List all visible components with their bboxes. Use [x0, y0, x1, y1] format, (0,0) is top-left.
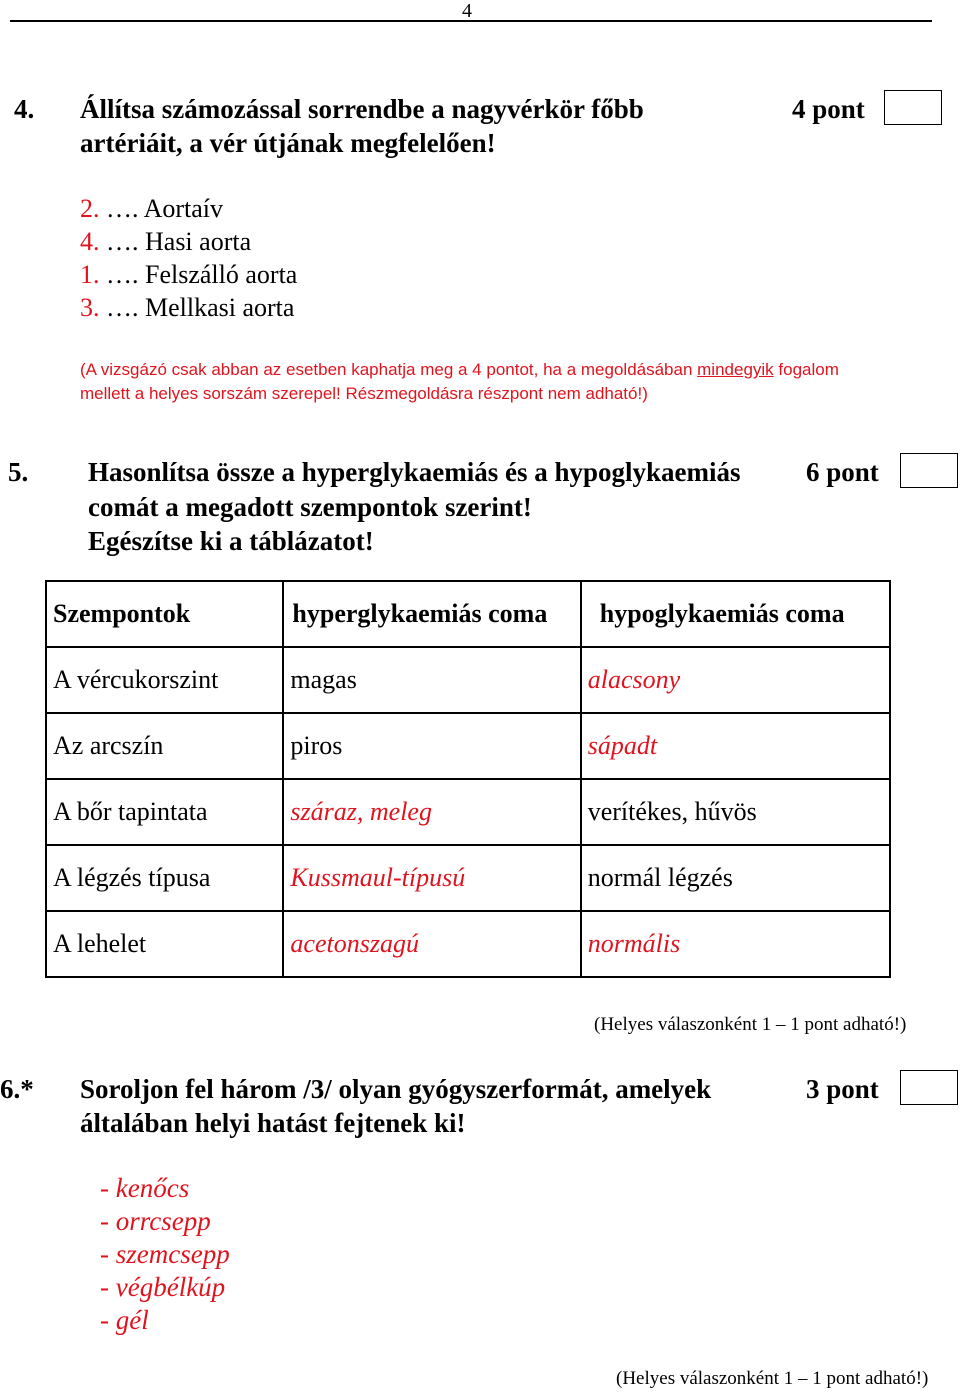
table-row — [46, 845, 890, 911]
q5-score-box[interactable] — [900, 453, 958, 488]
q6-number: 6.* — [0, 1074, 34, 1104]
cell-hyper-answer: száraz, meleg — [283, 779, 580, 845]
cell-aspect: A légzés típusa — [46, 845, 283, 911]
cell-hypo-answer: sápadt — [581, 713, 890, 779]
q5-footnote: (Helyes válaszonként 1 – 1 pont adható!) — [594, 1014, 907, 1035]
cell-aspect: Az arcszín — [46, 713, 283, 779]
q4-answer-number: 1. — [80, 260, 100, 289]
table-row — [46, 779, 890, 845]
q4-answer-label: …. Hasi aorta — [106, 227, 252, 256]
cell-hyper-answer: acetonszagú — [283, 911, 580, 977]
q4-answer-1 — [80, 192, 223, 225]
table-row — [46, 911, 890, 977]
q4-text-line1: Állítsa számozással sorrendbe a nagyvérkör főbb — [80, 94, 644, 124]
q6-score-box[interactable] — [900, 1070, 958, 1105]
cell-hypo: verítékes, hűvös — [581, 779, 890, 845]
q4-answer-4 — [80, 291, 294, 324]
q4-text-line2: artériáit, a vér útjának megfelelően! — [80, 128, 496, 158]
q4-answer-number: 2. — [80, 194, 100, 223]
cell-hypo-answer: alacsony — [581, 647, 890, 713]
header-rule — [10, 20, 932, 22]
list-item: - végbélkúp — [100, 1272, 226, 1302]
q6-answer-list — [100, 1172, 230, 1337]
cell-hypo: normál légzés — [581, 845, 890, 911]
cell-hyper-answer: Kussmaul-típusú — [283, 845, 580, 911]
table-header-row — [46, 581, 890, 647]
q6-text-line2: általában helyi hatást fejtenek ki! — [80, 1108, 466, 1138]
q4-answer-3 — [80, 258, 297, 291]
q4-answer-label: …. Felszálló aorta — [106, 260, 298, 289]
q6-text-line1: Soroljon fel három /3/ olyan gyógyszerformát, amelyek — [80, 1074, 712, 1104]
q4-answer-label: …. Mellkasi aorta — [106, 293, 295, 322]
cell-aspect: A bőr tapintata — [46, 779, 283, 845]
list-item: - gél — [100, 1305, 149, 1335]
list-item: - szemcsepp — [100, 1239, 230, 1269]
q4-note-part1: (A vizsgázó csak abban az esetben kaphatja meg a 4 pontot, ha a megoldásában — [80, 360, 698, 379]
q4-answer-2 — [80, 225, 251, 258]
cell-hyper: magas — [283, 647, 580, 713]
q4-note-underlined: mindegyik — [697, 360, 774, 379]
cell-hypo-answer: normális — [581, 911, 890, 977]
q4-note-part2: fogalom — [773, 360, 839, 379]
page-number: 4 — [462, 0, 472, 22]
table-row — [46, 647, 890, 713]
q5-text-line3: Egészítse ki a táblázatot! — [88, 526, 374, 556]
q5-text-line1: Hasonlítsa össze a hyperglykaemiás és a hypoglykaemiás — [88, 457, 741, 487]
cell-aspect: A vércukorszint — [46, 647, 283, 713]
q6-footnote: (Helyes válaszonként 1 – 1 pont adható!) — [616, 1368, 929, 1389]
cell-hyper: piros — [283, 713, 580, 779]
list-item: - orrcsepp — [100, 1206, 211, 1236]
header-hypo: hypoglykaemiás coma — [581, 581, 890, 647]
q4-note-line2: mellett a helyes sorszám szerepel! Részmegoldásra részpont nem adható!) — [80, 384, 648, 403]
q4-scoring-note — [80, 358, 940, 406]
list-item: - kenőcs — [100, 1173, 190, 1203]
cell-aspect: A lehelet — [46, 911, 283, 977]
q4-answer-number: 4. — [80, 227, 100, 256]
header-aspect: Szempontok — [46, 581, 283, 647]
q4-points: 4 pont — [792, 94, 865, 124]
q4-score-box[interactable] — [884, 90, 942, 125]
q4-answer-label: …. Aortaív — [106, 194, 223, 223]
comparison-table — [45, 580, 891, 978]
table-row — [46, 713, 890, 779]
header-hyper: hyperglykaemiás coma — [283, 581, 580, 647]
q6-points: 3 pont — [806, 1074, 879, 1104]
q5-number: 5. — [8, 457, 29, 487]
q5-text-line2: comát a megadott szempontok szerint! — [88, 492, 532, 522]
q5-points: 6 pont — [806, 457, 879, 487]
q4-answer-number: 3. — [80, 293, 100, 322]
q4-number: 4. — [14, 94, 35, 124]
